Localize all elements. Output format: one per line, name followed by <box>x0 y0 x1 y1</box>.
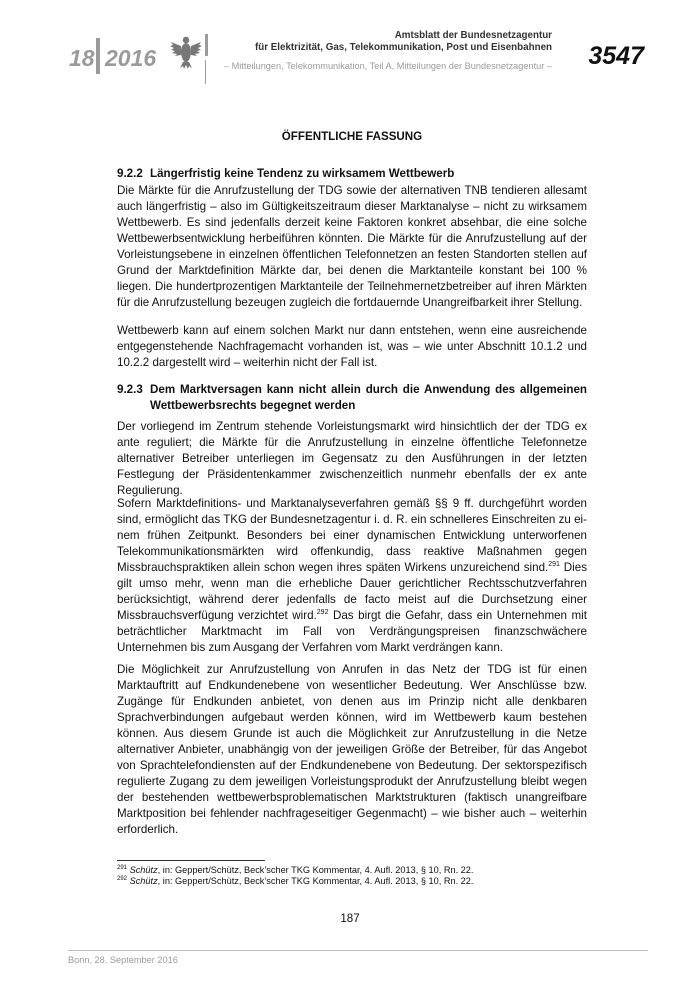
paragraph-text: Das birgt die Gefahr, dass ein Unternehmen mit beträchtlicher Marktmacht im Fall von Verdrängungspreisen finanzschwächere Unternehmen bis zum Ausgang der Verfahren vom Markt verdrängen kann. <box>117 609 587 654</box>
footnote-ref-292[interactable]: 292 <box>316 609 329 617</box>
paragraph: Der vorliegend im Zentrum stehende Vorleistungsmarkt wird hinsichtlich der der TDG ex ante reguliert; die Märkte für die Anrufzustellung in einzelne öffentliche Telefonnetze alternativer Betreiber unterliegen im Gegensatz zu den Ausführungen in der letzten Festlegung der Präsidentenkammer zwischenzeitlich nunmehr ebenfalls der ex ante Regulierung. <box>117 420 587 497</box>
footnote-author: Schütz <box>129 865 158 875</box>
footnote-text: , in: Geppert/Schütz, Beck’scher TKG Kommentar, 4. Aufl. 2013, § 10, Rn. 22. <box>157 865 474 875</box>
footnote-author: Schütz <box>129 876 158 886</box>
header-divider-right-tail <box>205 60 206 84</box>
heading-number: 9.2.2 <box>117 167 143 180</box>
heading-9-2-2 <box>117 166 454 182</box>
paragraph <box>117 496 587 656</box>
paragraph: Wettbewerb kann auf einem solchen Markt nur dann entstehen, wenn eine ausreichende entgegenstehende Nachfragemacht vorhanden ist, was – wie unter Abschnitt 10.1.2 und 10.2.2 dargestellt wird – weiterhin nicht der Fall ist. <box>117 324 587 369</box>
paragraph: Die Märkte für die Anrufzustellung der TDG sowie der alternativen TNB tendieren allesamt auch längerfristig – also im Gültigkeitszeitraum dieser Marktanalyse – nicht zu wirksamem Wettbewerb. Es sind jedenfalls derzeit keine Faktoren konkret absehbar, die eine solche Wettbewerbsentwicklung herbeiführen könnten. Die Märkte für die Anrufzustellung auf der Vorleistungsebene in einzelnen öffentlichen Telefonnetzen an festen Standorten stellen auf Grund der Marktdefinition Märkte dar, bei denen die Marktanteile konstant bei 100 % liegen. Die hundertprozentigen Marktanteile der Teilnehmernetzbetreiber auf ihren Märkten für die Anrufzustellung bezeugen zugleich die fortdauernde Unangreifbarkeit ihrer Stellung. <box>117 184 587 309</box>
paragraph-text: Sofern Marktdefinitions- und Marktanalyseverfahren gemäß §§ 9 ff. durchgeführt worden sind, ermöglicht das TKG der Bundesnetzagentur i. d. R. ein schnelleres Einschreiten zu einem frühen Zeitpunkt. Besonders bei einer dynamischen Entwicklung unterworfenen Telekommunikationsmärkten wird offenkundig, dass reaktive Maßnahmen gegen Missbrauchspraktiken allein schon wegen ihres späten Wirkens unzureichend sind. <box>117 497 587 574</box>
journal-subtitle: – Mitteilungen, Telekommunikation, Teil A, Mitteilungen der Bundesnetzagentur – <box>223 61 552 71</box>
heading-number: 9.2.3 <box>117 383 143 396</box>
federal-eagle-icon <box>169 34 203 70</box>
heading-text: Längerfristig keine Tendenz zu wirksamem Wettbewerb <box>150 167 455 180</box>
issue-year: 2016 <box>105 45 157 71</box>
footnote-rule <box>117 860 265 861</box>
header-divider <box>96 38 100 74</box>
document-page-number: 187 <box>340 912 360 925</box>
heading-text: Dem Marktversagen kann nicht allein durch die Anwendung des allgemeinen Wettbewerbsrechts begegnet werden <box>150 383 587 412</box>
journal-title-line2: für Elektrizität, Gas, Telekommunikation, Post und Eisenbahnen <box>254 42 552 53</box>
journal-title-line1: Amtsblatt der Bundesnetzagentur <box>394 30 552 41</box>
footnote-291 <box>117 865 473 876</box>
footnote-number: 291 <box>117 864 128 871</box>
paragraph-text: Dies gilt umso mehr, wenn man die erhebliche Dauer gerichtlicher Rechtsschutzverfahren berücksichtigt, während derer jedenfalls de facto meist auf die Durchsetzung einer Missbrauchsverfügung verzichtet wird. <box>117 561 587 622</box>
heading-9-2-3 <box>117 382 587 414</box>
footnote-number: 292 <box>117 875 128 882</box>
header-divider-right <box>205 34 208 56</box>
footnote-292 <box>117 876 473 887</box>
footer-rule <box>68 950 648 951</box>
paragraph: Die Möglichkeit zur Anrufzustellung von Anrufen in das Netz der TDG ist für einen Marktauftritt auf Endkundenebene von wesentlicher Bedeutung. Wer Anschlüsse bzw. Zugänge für Endkunden anbietet, von denen aus im Prinzip nicht alle denkbaren Sprachverbindungen aufgebaut werden können, wird im Wettbewerb kaum bestehen können. Aus diesem Grunde ist auch die Möglichkeit zur Anrufzustellung in die Netze alternativer Anbieter, unabhängig von der jeweiligen Größe der Betreiber, für das Angebot von Sprachtelefondiensten auf der Endkundenebene von Bedeutung. Der sektorspezifisch regulierte Zugang zu dem jeweiligen Vorleistungsprodukt der Anrufzustellung bleibt wegen der bestehenden wettbewerbsproblematischen Marktstrukturen (faktisch unangreifbare Marktposition bei fehlender nachfrageseitiger Gegenmacht) – wie bisher auch – weiterhin erforderlich. <box>117 663 587 836</box>
footnote-text: , in: Geppert/Schütz, Beck’scher TKG Kommentar, 4. Aufl. 2013, § 10, Rn. 22. <box>157 876 474 886</box>
section-title: ÖFFENTLICHE FASSUNG <box>281 130 423 143</box>
journal-page-number: 3547 <box>588 42 644 70</box>
footer-date: Bonn, 28. September 2016 <box>68 955 178 965</box>
issue-number: 18 <box>69 45 95 71</box>
footnote-ref-291[interactable]: 291 <box>548 561 560 569</box>
journal-title <box>210 30 552 54</box>
